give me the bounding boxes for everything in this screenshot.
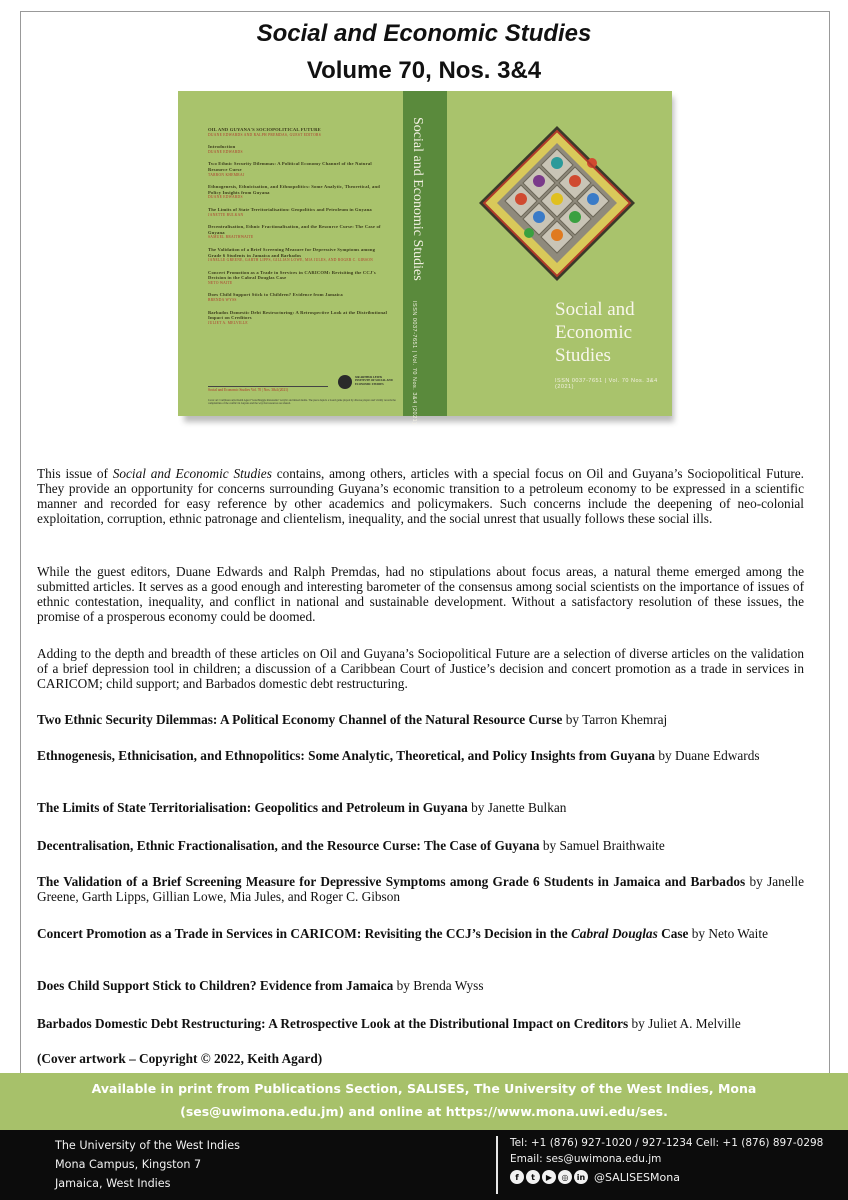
cover-toc-entry <box>208 144 388 155</box>
article-title-part: Concert Promotion as a Trade in Services in CARICOM: Revisiting the CCJ’s Decision in the <box>37 926 571 941</box>
cover-front <box>447 91 672 416</box>
cover-toc-title: Barbados Domestic Debt Restructuring: A Retrospective Look at the Distributional Impact on Creditors <box>208 309 388 321</box>
cover-toc-entry <box>208 292 388 303</box>
cover-toc-title: Decentralisation, Ethnic Fractionalisation, and the Resource Curse: The Case of Guyana <box>208 224 381 235</box>
article-item <box>37 926 804 941</box>
footer-contact <box>510 1135 823 1167</box>
availability-line-1: Available in print from Publications Section, SALISES, The University of the West Indies, Mona <box>91 1081 757 1096</box>
footer-divider <box>496 1136 498 1194</box>
cover-artwork-credit: (Cover artwork – Copyright © 2022, Keith Agard) <box>37 1051 323 1066</box>
cover-toc-author: DUANE EDWARDS <box>208 195 243 200</box>
facebook-icon[interactable]: f <box>510 1170 524 1184</box>
cover-toc-entry <box>208 207 388 218</box>
footer-phone: Tel: +1 (876) 927-1020 / 927-1234 Cell: +1 (876) 897-0298 <box>510 1137 824 1149</box>
article-title-part: Case <box>657 926 689 941</box>
cover-toc-entry <box>208 310 388 327</box>
footer-email: Email: ses@uwimona.edu.jm <box>510 1153 662 1165</box>
cover-toc-author: DUANE EDWARDS AND RALPH PREMDAS, GUEST EDITORS <box>208 132 322 137</box>
cover-toc-entry <box>208 161 388 178</box>
footer-address <box>55 1136 240 1193</box>
cover-image <box>178 91 672 425</box>
cover-toc-title: Does Child Support Stick to Children? Evidence from Jamaica <box>208 292 343 298</box>
cover-toc-title: Introduction <box>208 144 236 150</box>
article-item <box>37 838 804 853</box>
front-title-line: Economic <box>555 322 633 343</box>
cover-back <box>178 91 403 416</box>
cover-toc-entry <box>208 270 388 287</box>
cover-artwork <box>447 91 672 416</box>
article-byline: by Brenda Wyss <box>393 978 484 993</box>
article-byline: by Janelle Greene, Garth Lipps, Gillian Lowe, Mia Jules, and Roger C. Gibson <box>37 874 805 904</box>
article-byline: by Juliet A. Melville <box>628 1016 741 1031</box>
article-item <box>37 712 804 727</box>
intro-paragraph-2: While the guest editors, Duane Edwards and Ralph Premdas, had no stipulations about focus areas, a natural theme emerged among the submitted articles. It serves as a good enough and interesting barometer of the consensus among social scientists on the importance of issues of ethnic contestation, inequality, and conflict in national and sustainable development. Without a satisfactory resolution of these issues, the promise of a prosperous economy could be doomed. <box>37 564 804 624</box>
cover-toc-entry <box>208 247 388 264</box>
intro-paragraph-1 <box>37 466 804 526</box>
intro-paragraph-3: Adding to the depth and breadth of these articles on Oil and Guyana’s Sociopolitical Future are a selection of diverse articles on the validation of a brief depression tool in children; a discussion of a Caribbean Court of Justice’s decision and concert promotion as a trade in services in CARICOM; child support; and Barbados domestic debt restructuring. <box>37 646 804 691</box>
social-links <box>510 1170 680 1184</box>
availability-band <box>0 1073 848 1130</box>
intro-text: contains, among others, articles with a special focus on Oil and Guyana’s Sociopolitical Future. They provide an opportunity for concerns surrounding Guyana’s economic transition to a petroleum economy to be expressed in a scientific manner and recorded for easy reference by other academics and policymakers. Such concerns include the deepening of neo-colonial exploitation, corruption, ethnic patronage and clientelism, inequality, and the social unrest that usually follows these social ills. <box>37 466 804 526</box>
cover-spine <box>403 91 447 425</box>
footer <box>0 1130 848 1200</box>
spine-title: Social and Economic Studies <box>410 117 425 281</box>
article-title: Does Child Support Stick to Children? Evidence from Jamaica <box>37 978 394 993</box>
twitter-icon[interactable]: t <box>526 1170 540 1184</box>
front-title-line: Studies <box>555 345 611 366</box>
case-name-italic: Cabral Douglas <box>570 926 658 941</box>
cover-back-rule <box>208 386 328 387</box>
journal-name-italic: Social and Economic Studies <box>112 466 272 481</box>
article-title: The Validation of a Brief Screening Measure for Depressive Symptoms among Grade 6 Students in Jamaica and Barbados <box>37 874 746 889</box>
front-title <box>555 298 635 367</box>
cover-toc-title: Two Ethnic Security Dilemmas: A Political Economy Channel of the Natural Resource Curse <box>208 161 372 172</box>
article-byline: by Duane Edwards <box>655 748 760 763</box>
cover-toc-entry <box>208 224 388 241</box>
spine-issue: ISSN 0037-7651 | Vol. 70 Nos. 3&4 (2021) <box>411 301 417 425</box>
front-issue: ISSN 0037-7651 | Vol. 70 Nos. 3&4 (2021) <box>555 378 658 390</box>
cover-toc-author: JANETTE BULKAN <box>208 212 244 217</box>
cover-back-fineprint: Cover art: Caribbean artist Keith Agard "Gate/Maggie Ravenema" Acrylic and mixed media. The piece depicts a board game played by diverse players and vividly records the complexities of the conflict in Guyana and the way that resources are shared. <box>208 399 396 406</box>
cover-toc-title: The Validation of a Brief Screening Measure for Depressive Symptoms among Grade 6 Students in Jamaica and Barbados <box>208 246 376 258</box>
article-title: The Limits of State Territorialisation: Geopolitics and Petroleum in Guyana <box>37 800 468 815</box>
cover-back-contents <box>208 127 388 332</box>
cover-toc-title: OIL AND GUYANA'S SOCIOPOLITICAL FUTURE <box>208 127 321 132</box>
institute-name: SIR ARTHUR LEWIS INSTITUTE OF SOCIAL AND ECONOMIC STUDIES <box>355 376 393 386</box>
article-title: Decentralisation, Ethnic Fractionalisation, and the Resource Curse: The Case of Guyana <box>37 838 540 853</box>
article-title: Barbados Domestic Debt Restructuring: A Retrospective Look at the Distributional Impact on Creditors <box>37 1016 629 1031</box>
cover-toc-entry <box>208 184 388 201</box>
article-item <box>37 800 804 815</box>
article-item <box>37 748 804 763</box>
article-item <box>37 1016 804 1031</box>
institute-seal-icon <box>338 375 352 389</box>
cover-back-footer: Social and Economic Studies Vol. 70 | Nos. 3&4 (2021) <box>208 388 289 392</box>
article-title: Ethnogenesis, Ethnicisation, and Ethnopolitics: Some Analytic, Theoretical, and Policy Insights from Guyana <box>37 748 656 763</box>
article-title: Two Ethnic Security Dilemmas: A Political Economy Channel of the Natural Resource Curse <box>37 712 563 727</box>
front-title-line: Social and <box>555 299 635 320</box>
cover-toc-title: Ethnogenesis, Ethnicisation, and Ethnopolitics: Some Analytic, Theoretical, and Policy Insights from Guyana <box>208 184 380 195</box>
cover-toc-author: JANELLE GREENE, GARTH LIPPS, GILLIAN LOWE, MIA JULES, AND ROGER C. GIBSON <box>208 258 374 263</box>
linkedin-icon[interactable]: in <box>574 1170 588 1184</box>
youtube-icon[interactable]: ▶ <box>542 1170 556 1184</box>
address-line: Jamaica, West Indies <box>55 1177 171 1190</box>
cover-toc-author: SAMUEL BRAITHWAITE <box>208 235 254 240</box>
intro-text: This issue of <box>37 466 113 481</box>
cover-toc-title: Concert Promotion as a Trade in Services in CARICOM: Revisiting the CCJ's Decision in the Cabral Douglas Case <box>208 269 376 281</box>
address-line: Mona Campus, Kingston 7 <box>55 1158 202 1171</box>
volume-title: Volume 70, Nos. 3&4 <box>306 57 542 84</box>
article-byline: by Tarron Khemraj <box>562 712 668 727</box>
article-item <box>37 978 804 993</box>
availability-line-2: (ses@uwimona.edu.jm) and online at https://www.mona.uwi.edu/ses. <box>180 1104 668 1119</box>
social-handle[interactable]: @SALISESMona <box>594 1170 680 1184</box>
instagram-icon[interactable]: ◎ <box>558 1170 572 1184</box>
cover-toc-author: BRENDA WYSS <box>208 298 237 303</box>
article-item <box>37 874 804 904</box>
cover-toc-entry <box>208 127 388 138</box>
cover-toc-author: JULIET A. MELVILLE <box>208 320 248 325</box>
journal-title: Social and Economic Studies <box>256 20 592 47</box>
cover-toc-author: NETO WAITE <box>208 280 233 285</box>
article-title <box>37 926 688 941</box>
article-byline: by Janette Bulkan <box>467 800 567 815</box>
cover-toc-title: The Limits of State Territorialisation: Geopolitics and Petroleum in Guyana <box>208 206 372 212</box>
cover-toc-author: TARRON KHEMRAJ <box>208 172 245 177</box>
cover-toc-author: DUANE EDWARDS <box>208 149 243 154</box>
article-byline: by Neto Waite <box>688 926 768 941</box>
article-byline: by Samuel Braithwaite <box>539 838 665 853</box>
address-line: The University of the West Indies <box>55 1139 240 1152</box>
